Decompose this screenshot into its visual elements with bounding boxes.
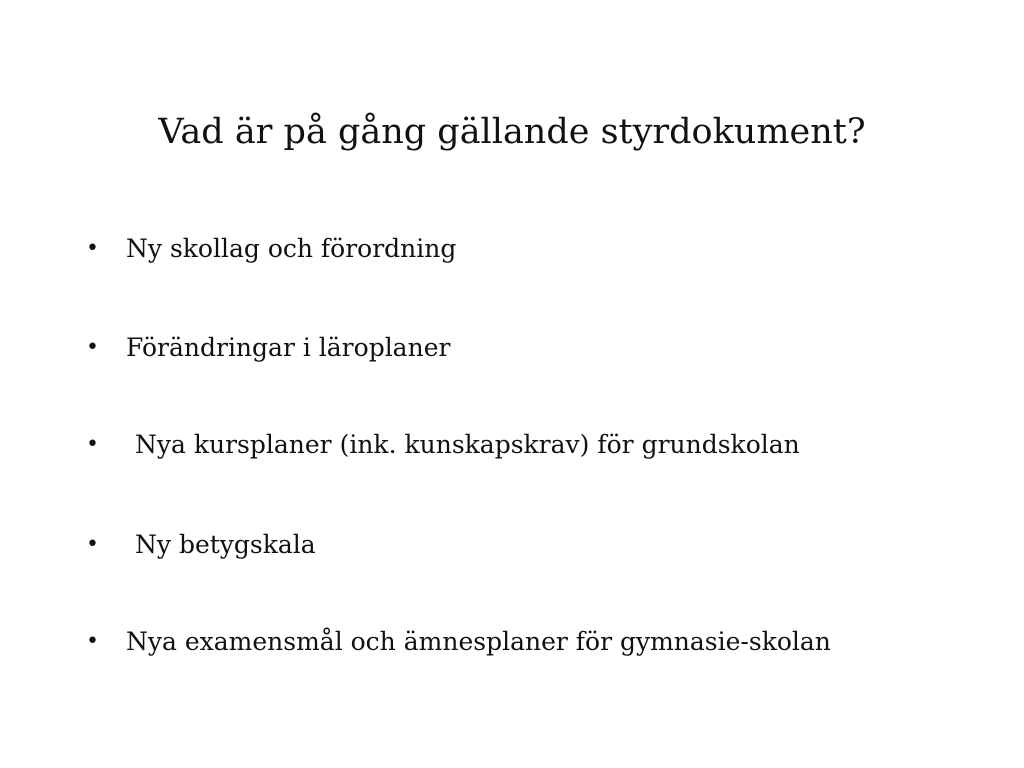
bullet-item — [86, 229, 986, 269]
bullet-item — [86, 328, 986, 368]
bullet-icon: • — [86, 335, 99, 360]
bullet-icon: • — [86, 532, 99, 557]
bullet-icon: • — [86, 629, 99, 654]
slide-title: Vad är på gång gällande styrdokument? — [158, 112, 866, 152]
bullet-text: Nya kursplaner (ink. kunskapskrav) för grundskolan — [135, 430, 800, 459]
bullet-icon: • — [86, 236, 99, 261]
bullet-text: Ny betygskala — [135, 530, 316, 559]
bullet-item — [86, 525, 986, 565]
bullet-item — [86, 622, 986, 662]
bullet-icon: • — [86, 432, 99, 457]
bullet-text: Nya examensmål och ämnesplaner för gymnasie-skolan — [126, 627, 831, 656]
bullet-text: Förändringar i läroplaner — [126, 333, 451, 362]
bullet-item — [86, 425, 986, 465]
bullet-text: Ny skollag och förordning — [126, 234, 457, 263]
